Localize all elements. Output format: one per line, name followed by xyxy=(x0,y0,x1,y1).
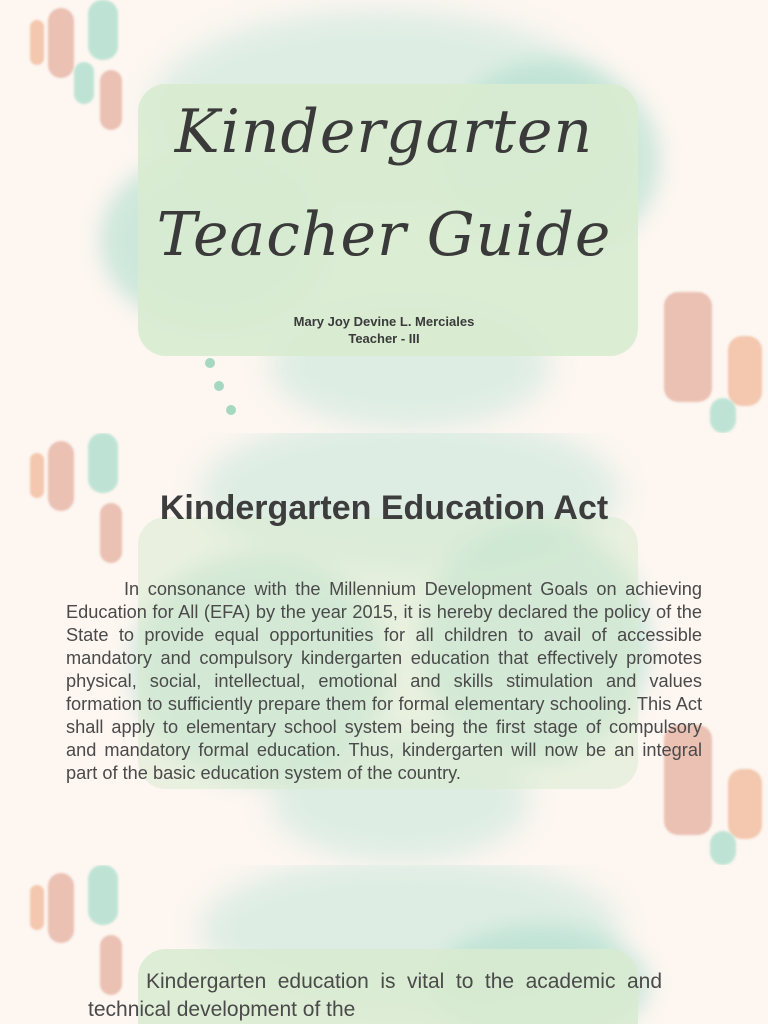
act-paragraph: In consonance with the Millennium Development Goals on achieving Education for All (EFA) by the year 2015, it is hereby declared the policy of the State to provide equal opportunities for all children to avail of accessible mandatory and compulsory kindergarten education that effectively promotes physical, social, intellectual, emotional and skills stimulation and values formation to sufficiently prepare them for formal elementary schooling. This Act shall apply to elementary school system being the first stage of compulsory and mandatory formal education. Thus, kindergarten will now be an integral part of the basic education system of the country. xyxy=(66,579,702,783)
brush-stroke xyxy=(30,885,44,930)
brush-stroke xyxy=(48,873,74,943)
brush-stroke xyxy=(74,62,94,104)
decor-dot xyxy=(226,405,236,415)
brush-stroke xyxy=(710,398,736,433)
act-heading: Kindergarten Education Act xyxy=(159,489,609,527)
brush-stroke xyxy=(88,0,118,60)
brush-stroke xyxy=(710,831,736,865)
decor-dot xyxy=(214,381,224,391)
decor-dot xyxy=(205,358,215,368)
brush-stroke xyxy=(88,865,118,925)
third-paragraph: Kindergarten education is vital to the academic and technical development of the xyxy=(88,970,662,1021)
author-name: Mary Joy Devine L. Merciales xyxy=(293,314,475,329)
third-page xyxy=(0,865,768,1024)
act-page xyxy=(0,433,768,865)
brush-stroke xyxy=(48,8,74,78)
brush-stroke xyxy=(88,433,118,493)
brush-stroke xyxy=(30,20,44,65)
brush-stroke xyxy=(728,769,762,839)
cover-page xyxy=(0,0,768,433)
author-position: Teacher - III xyxy=(348,331,420,346)
cover-title-line1: Kindergarten xyxy=(174,97,594,167)
brush-stroke xyxy=(664,292,712,402)
cover-title-line2: Teacher Guide xyxy=(156,200,612,270)
